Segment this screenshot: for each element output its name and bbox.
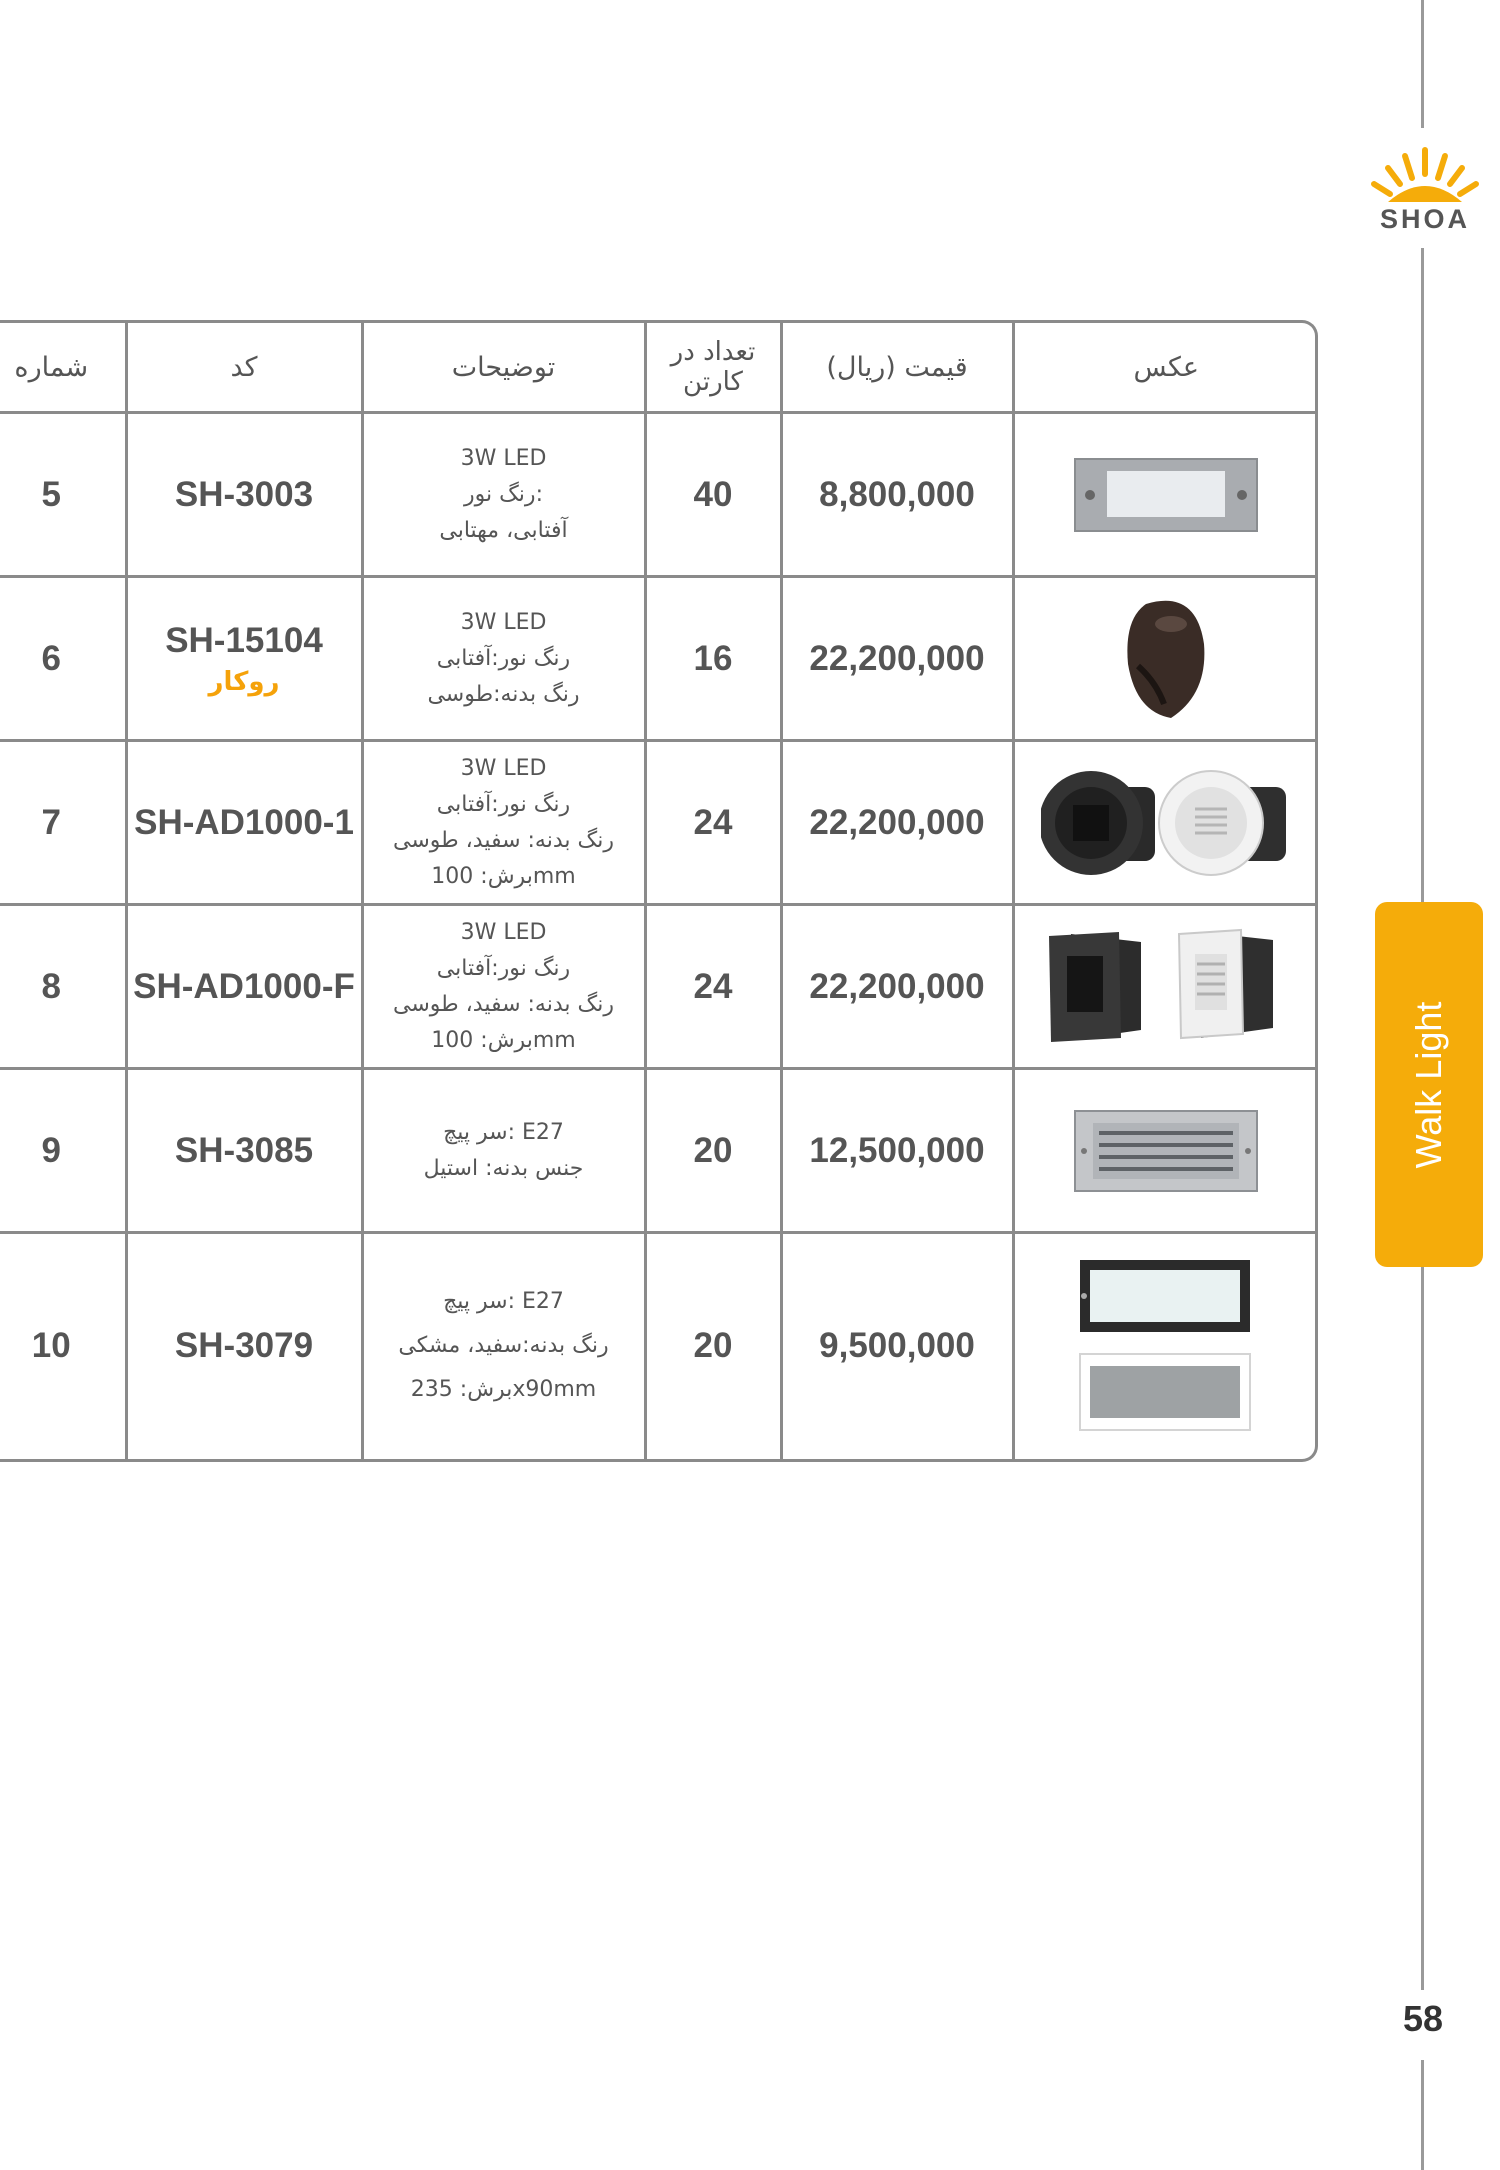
price: 12,500,000 bbox=[781, 1069, 1013, 1233]
product-code: SH-3003 bbox=[126, 413, 362, 577]
desc-line: 3W LED bbox=[460, 919, 547, 945]
row-number: 6 bbox=[0, 577, 126, 741]
desc-line: جنس بدنه: استیل bbox=[423, 1155, 584, 1181]
price: 22,200,000 bbox=[781, 905, 1013, 1069]
surface-dome-light-icon bbox=[1116, 594, 1216, 724]
table-row bbox=[0, 741, 1318, 905]
product-description bbox=[362, 413, 645, 577]
product-code-cell bbox=[126, 577, 362, 741]
desc-line: سر پیچ: E27 bbox=[443, 1119, 564, 1145]
header-number: شماره bbox=[0, 323, 126, 413]
category-tab-label: Walk Light bbox=[1408, 1001, 1449, 1168]
mount-type-note: روکار bbox=[208, 666, 280, 697]
divider-line-lower bbox=[1421, 1267, 1424, 1990]
desc-line: آفتابی، مهتابی bbox=[439, 517, 568, 543]
table-row bbox=[0, 577, 1318, 741]
desc-line: برش: 100mm bbox=[431, 863, 576, 889]
desc-line: رنگ نور:آفتابی bbox=[436, 645, 571, 671]
row-number: 10 bbox=[0, 1233, 126, 1459]
desc-line: رنگ بدنه:طوسی bbox=[427, 681, 580, 707]
product-code: SH-15104 bbox=[165, 620, 323, 660]
product-photo bbox=[1013, 1233, 1318, 1459]
desc-line: رنگ بدنه: سفید، طوسی bbox=[393, 827, 614, 853]
product-code: SH-AD1000-F bbox=[126, 905, 362, 1069]
desc-line: برش: 235x90mm bbox=[410, 1377, 597, 1403]
desc-line: رنگ بدنه:سفید، مشکی bbox=[398, 1333, 609, 1359]
header-qty: تعداد در کارتن bbox=[645, 323, 781, 413]
divider-line-middle bbox=[1421, 248, 1424, 902]
price: 8,800,000 bbox=[781, 413, 1013, 577]
desc-line: رنگ نور: bbox=[464, 481, 543, 507]
row-number: 9 bbox=[0, 1069, 126, 1233]
table-header-row bbox=[0, 323, 1318, 413]
product-code: SH-AD1000-1 bbox=[126, 741, 362, 905]
desc-line: برش: 100mm bbox=[431, 1027, 576, 1053]
product-code: SH-3079 bbox=[126, 1233, 362, 1459]
product-photo bbox=[1013, 1069, 1318, 1233]
product-photo bbox=[1013, 741, 1318, 905]
header-photo: عکس bbox=[1013, 323, 1318, 413]
price: 22,200,000 bbox=[781, 741, 1013, 905]
frosted-brick-lights-icon bbox=[1076, 1258, 1256, 1434]
table-row bbox=[0, 413, 1318, 577]
product-description bbox=[362, 577, 645, 741]
product-description bbox=[362, 1233, 645, 1459]
table-row bbox=[0, 905, 1318, 1069]
desc-line: سر پیچ: E27 bbox=[443, 1289, 564, 1315]
qty-per-carton: 16 bbox=[645, 577, 781, 741]
product-description bbox=[362, 741, 645, 905]
category-tab bbox=[1375, 902, 1483, 1267]
louvered-brick-light-icon bbox=[1073, 1109, 1259, 1193]
header-code: کد bbox=[126, 323, 362, 413]
table-row bbox=[0, 1233, 1318, 1459]
rect-panel-light-icon bbox=[1073, 455, 1259, 535]
price-table bbox=[0, 320, 1318, 1462]
header-price: قیمت (ریال) bbox=[781, 323, 1013, 413]
qty-per-carton: 20 bbox=[645, 1233, 781, 1459]
desc-line: 3W LED bbox=[460, 445, 547, 471]
price: 22,200,000 bbox=[781, 577, 1013, 741]
header-description: توضیحات bbox=[362, 323, 645, 413]
row-number: 8 bbox=[0, 905, 126, 1069]
brand-name: SHOA bbox=[1379, 204, 1470, 234]
product-photo bbox=[1013, 905, 1318, 1069]
product-description bbox=[362, 1069, 645, 1233]
row-number: 5 bbox=[0, 413, 126, 577]
divider-line-top bbox=[1421, 0, 1424, 128]
square-step-lights-icon bbox=[1041, 922, 1291, 1052]
price: 9,500,000 bbox=[781, 1233, 1013, 1459]
product-photo bbox=[1013, 413, 1318, 577]
divider-line-bottom bbox=[1421, 2060, 1424, 2170]
qty-per-carton: 20 bbox=[645, 1069, 781, 1233]
table-row bbox=[0, 1069, 1318, 1233]
product-code: SH-3085 bbox=[126, 1069, 362, 1233]
desc-line: 3W LED bbox=[460, 609, 547, 635]
desc-line: رنگ بدنه: سفید، طوسی bbox=[393, 991, 614, 1017]
row-number: 7 bbox=[0, 741, 126, 905]
product-description bbox=[362, 905, 645, 1069]
desc-line: رنگ نور:آفتابی bbox=[436, 791, 571, 817]
qty-per-carton: 24 bbox=[645, 741, 781, 905]
qty-per-carton: 40 bbox=[645, 413, 781, 577]
desc-line: 3W LED bbox=[460, 755, 547, 781]
product-photo bbox=[1013, 577, 1318, 741]
qty-per-carton: 24 bbox=[645, 905, 781, 1069]
desc-line: رنگ نور:آفتابی bbox=[436, 955, 571, 981]
page-number: 58 bbox=[1402, 1998, 1444, 2039]
round-step-lights-icon bbox=[1041, 763, 1291, 883]
